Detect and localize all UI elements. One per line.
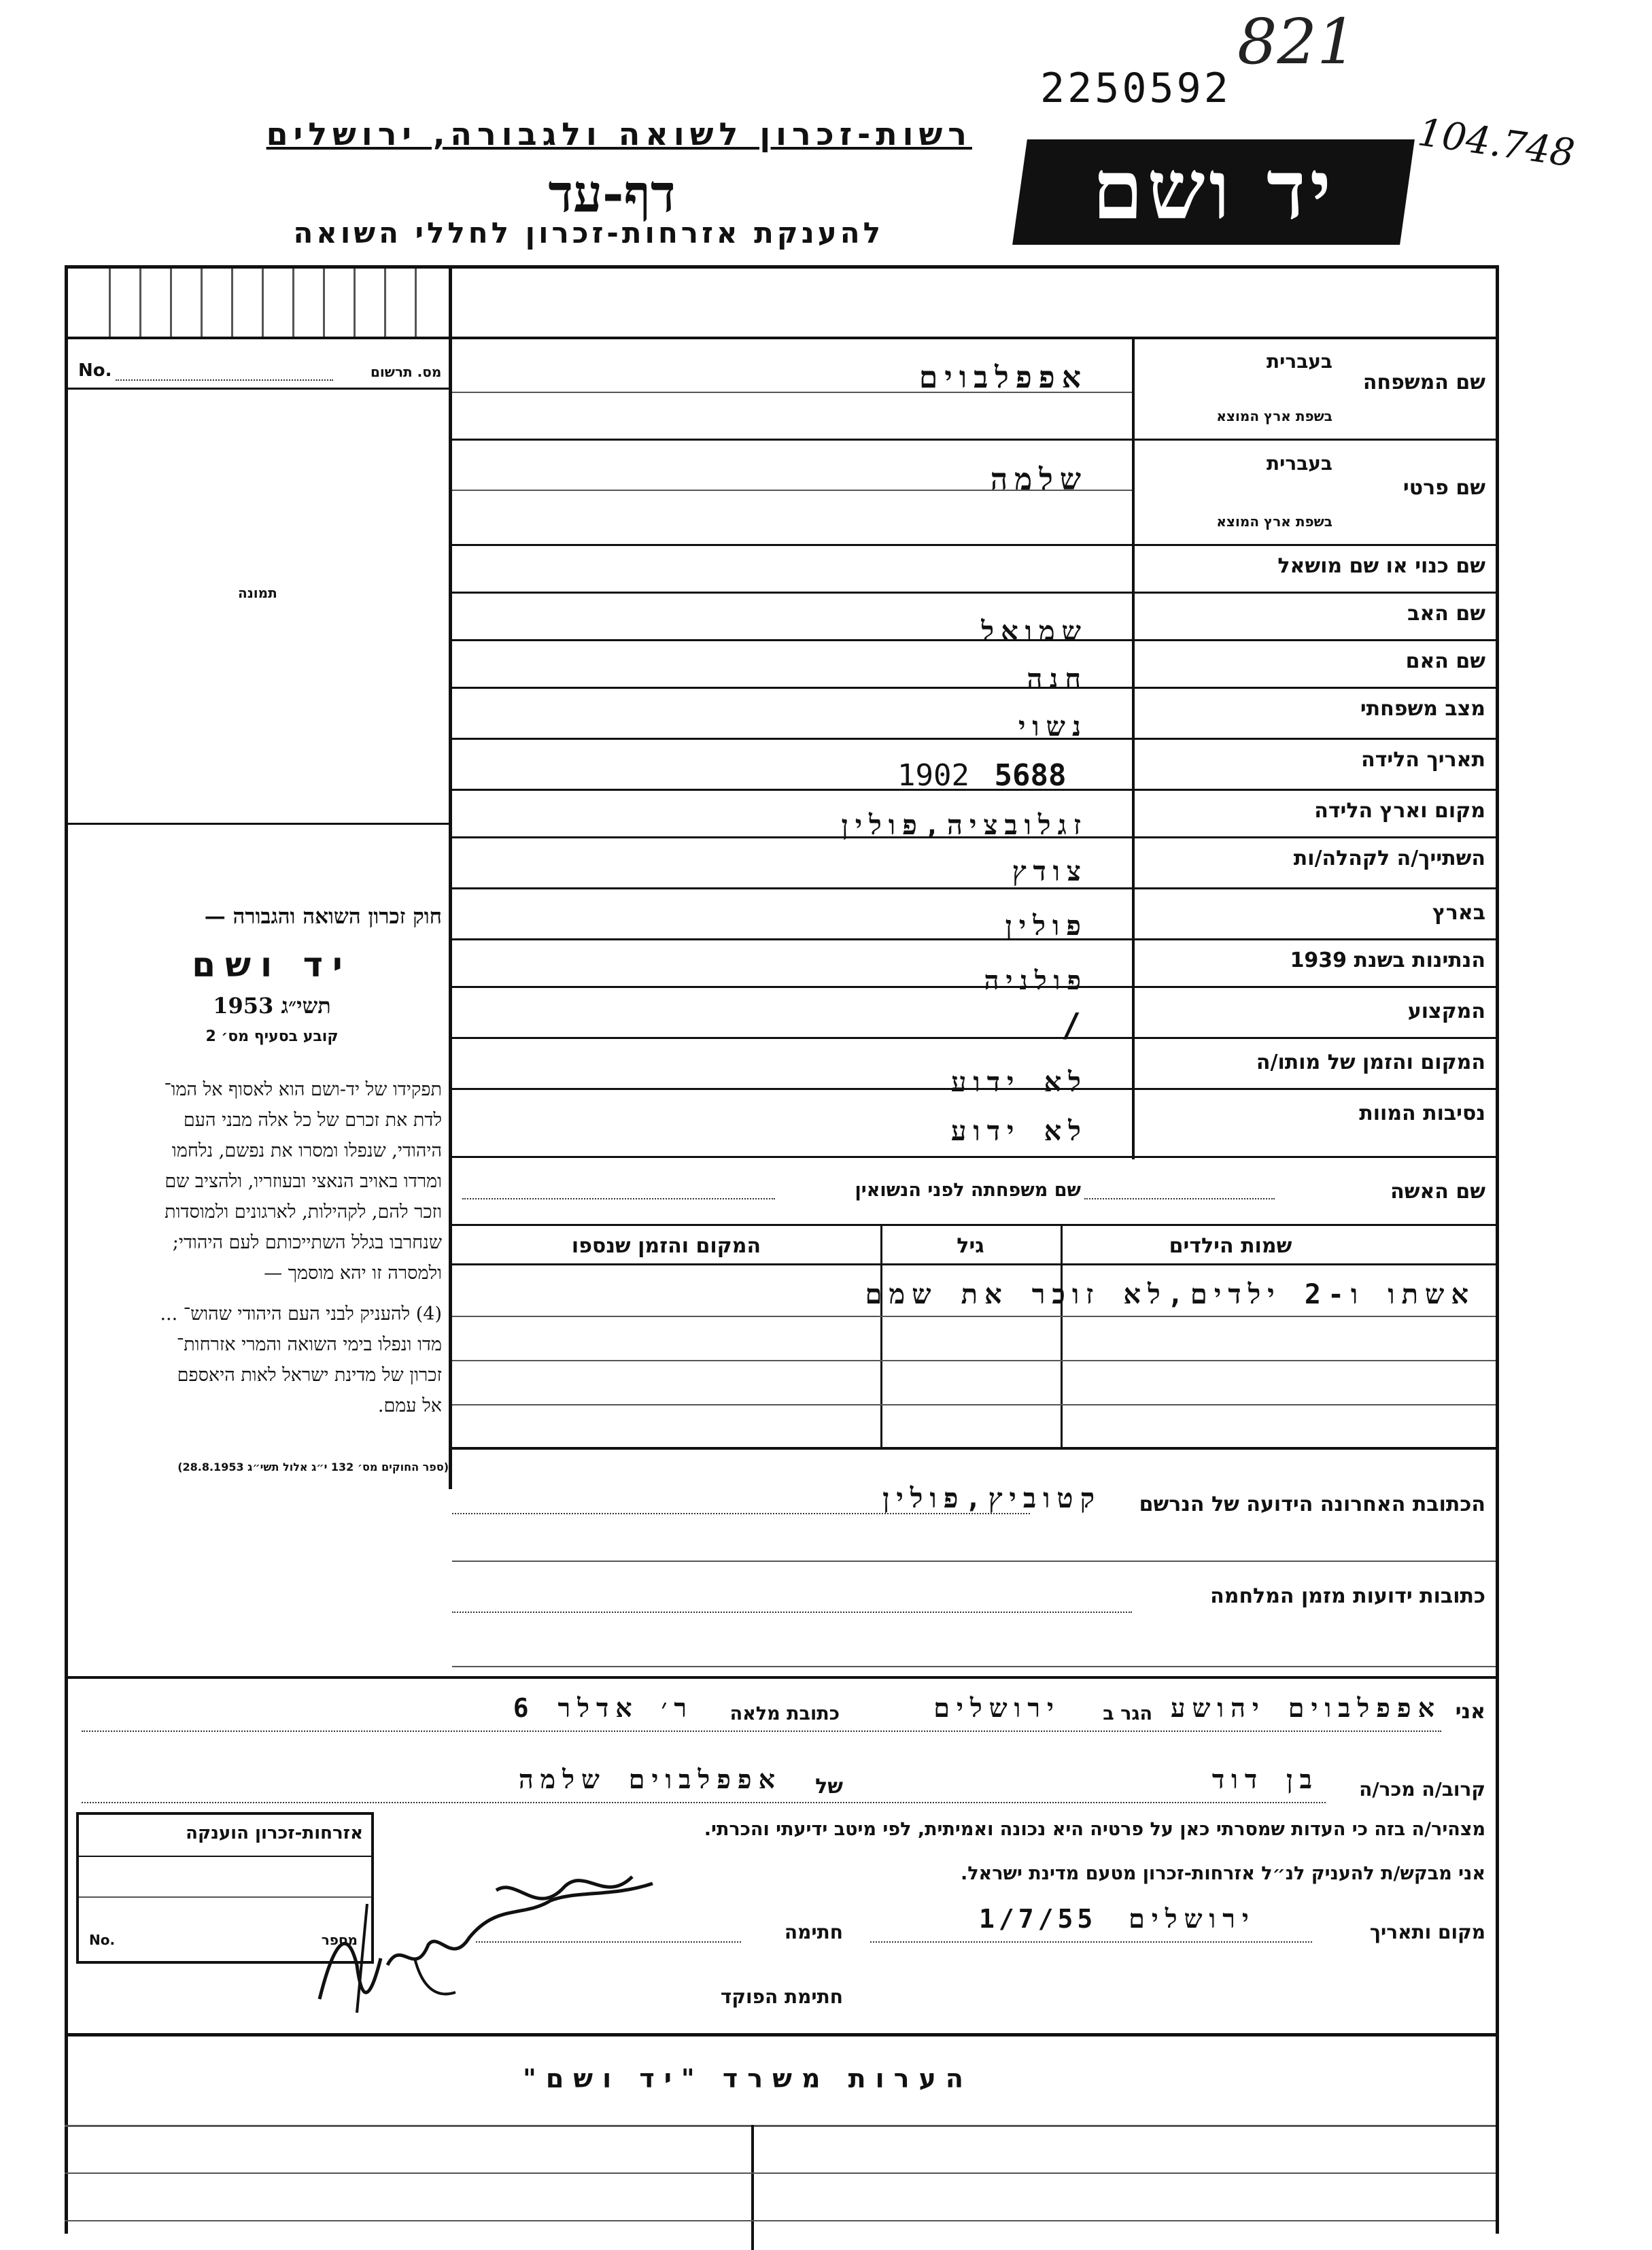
last-address-value[interactable]: קטוביץ,פולין: [882, 1483, 1101, 1514]
citizenship-granted-title: אזרחות-זכרון הוענקה: [186, 1823, 363, 1843]
law-name: יד ושם: [192, 945, 352, 985]
date-value: 1/7/55: [979, 1904, 1097, 1934]
last-address-label: הכתובת האחרונה הידועה של הנרשם: [1139, 1493, 1485, 1516]
logo-text: יד ושם: [1092, 142, 1336, 238]
page-number-handwritten: 821: [1237, 5, 1357, 78]
community-value[interactable]: צודץ: [1012, 856, 1088, 887]
wife-name-label: שם האשה: [1390, 1180, 1485, 1204]
full-address-label: כתובת מלאה: [729, 1703, 840, 1724]
officer-signature-label: חתימת הפוקד: [720, 1985, 843, 2008]
country-value[interactable]: פולין: [1005, 910, 1088, 942]
law-line: היהודי, שנפלו ומסרו את נפשם, נלחמו: [171, 1140, 442, 1161]
death-place-time-value[interactable]: לא ידוע: [950, 1067, 1088, 1098]
father-name-value[interactable]: שמואל: [981, 616, 1088, 647]
law-paragraph: [68, 1074, 442, 1289]
place-date-label: מקום ותאריך: [1369, 1921, 1485, 1943]
law-footnote: (ספר החוקים מס׳ 132 י״ג אלול תשי״ג 28.8.1953): [177, 1461, 449, 1473]
law-line: ומרדו באויב הנאצי ובעוזריו, ולהציב שם: [165, 1171, 442, 1192]
signature-label: חתימה: [784, 1921, 843, 1943]
place-value: ירושלים: [1129, 1904, 1256, 1934]
war-address-label: כתובות ידועות מזמן המלחמה: [1210, 1584, 1485, 1608]
first-name-label: שם פרטי: [1403, 476, 1485, 500]
declarant-i-label: אני: [1455, 1700, 1485, 1724]
archive-number: 2250592: [1040, 65, 1231, 112]
law-line: ולמסרה זו יהא מוסמך —: [264, 1263, 442, 1284]
family-name-value[interactable]: אפפלבוים: [918, 360, 1088, 395]
authority-name: רשות-זכרון לשואה ולגבורה, ירושלים: [266, 116, 972, 152]
photo-label: תמונה: [238, 585, 277, 601]
declaration-text: מצהיר/ה בזה כי העדות שמסרתי כאן על פרטיה היא נכונה ואמיתית, לפי מיטב ידיעתי והכרתי.: [704, 1819, 1485, 1840]
citizenship-1939-label: הנתינות בשנת 1939: [1290, 949, 1485, 972]
yad-vashem-logo: [1012, 139, 1415, 245]
citizenship-1939-value[interactable]: פולניה: [984, 966, 1088, 995]
marital-status-label: מצב משפחתי: [1360, 697, 1485, 721]
hebrew-label: בעברית: [1266, 452, 1332, 475]
of-label: של: [815, 1775, 843, 1799]
origin-lang-label: בשפת ארץ המוצא: [1216, 408, 1332, 424]
birthdate-value[interactable]: [897, 758, 1066, 793]
hebrew-label: בעברית: [1266, 350, 1332, 373]
full-address-value[interactable]: ר׳ אדלר 6: [513, 1693, 693, 1723]
remarks-label: הערות משרד "יד ושם": [523, 2064, 973, 2094]
first-name-value[interactable]: שלמה: [990, 462, 1088, 497]
no-label: No.: [78, 360, 112, 381]
marital-status-value[interactable]: נשוי: [1018, 711, 1088, 743]
family-name-label: שם המשפחה: [1362, 371, 1485, 394]
relation-label: קרוב/ה מכר/ה: [1359, 1778, 1485, 1801]
law-line: זכרון של מדינת ישראל לאות היאספם: [177, 1365, 442, 1386]
death-circumstances-label: נסיבות המוות: [1359, 1102, 1485, 1125]
side-number-handwritten: 104.748: [1415, 110, 1577, 176]
profession-value[interactable]: /: [1061, 1006, 1088, 1044]
of-value[interactable]: אפפלבוים שלמה: [518, 1765, 782, 1794]
resident-label: הגר ב: [1103, 1703, 1152, 1724]
mother-name-value[interactable]: חנה: [1027, 664, 1088, 695]
citizenship-granted-box: [76, 1812, 374, 1964]
law-line: וזכר להם, לקהילות, לארגונים ולמוסדות: [165, 1201, 442, 1223]
mother-name-label: שם האם: [1405, 649, 1485, 673]
birthdate-label: תאריך הלידה: [1361, 748, 1485, 772]
city-value[interactable]: ירושלים: [933, 1693, 1061, 1723]
nickname-label: שם כנוי או שם מושאל: [1277, 554, 1485, 578]
country-label: בארץ: [1432, 901, 1485, 925]
birthdate-year: 1902: [897, 758, 969, 793]
origin-lang-label: בשפת ארץ המוצא: [1216, 513, 1332, 530]
form-subtitle: להענקת אזרחות-זכרון לחללי השואה: [293, 216, 884, 250]
law-section: קובע בסעיף מס׳ 2: [205, 1028, 339, 1045]
profession-label: המקצוע: [1407, 1000, 1485, 1023]
children-names-header: שמות הילדים: [1169, 1234, 1292, 1258]
children-place-header: המקום והזמן שנספו: [571, 1234, 761, 1258]
declarant-name-value[interactable]: אפפלבוים יהושע: [1170, 1693, 1441, 1723]
children-age-header: גיל: [957, 1234, 984, 1258]
law-line: אל עמם.: [377, 1395, 442, 1416]
relation-value[interactable]: בן דוד: [1211, 1765, 1319, 1794]
father-name-label: שם האב: [1407, 602, 1485, 626]
law-line: שנחרבו בגלל השתייכותם לעם היהודי;: [172, 1232, 442, 1253]
law-year: תשי״ג 1953: [213, 993, 331, 1019]
law-line: לדת את זכרם של כל אלה מבני העם: [183, 1110, 442, 1131]
children-row-1[interactable]: אשתו ו-2 ילדים,לא זוכר את שמם: [865, 1279, 1475, 1310]
citizenship-no-label: No.: [89, 1932, 116, 1948]
birthdate-overtyped: 5688: [994, 758, 1067, 793]
maiden-name-label: שם משפחתה לפני הנשואין: [855, 1180, 1081, 1201]
law-paragraph-2: [68, 1299, 442, 1421]
law-line: מדו ונפלו בימי השואה והמרי אזרחות־: [176, 1334, 442, 1355]
law-line: (4) להעניק לבני העם היהודי שהוש־ ...: [160, 1303, 442, 1325]
law-line: תפקידו של יד-ושם הוא לאסוף אל המו־: [164, 1079, 442, 1100]
death-circumstances-value[interactable]: לא ידוע: [950, 1116, 1088, 1147]
request-text: אני מבקש/ת להעניק לנ״ל אזרחות-זכרון מטעם מדינת ישראל.: [960, 1863, 1485, 1884]
birthplace-value[interactable]: זגלובציה,פולין: [841, 810, 1088, 841]
birthplace-label: מקום וארץ הלידה: [1314, 799, 1485, 823]
place-date-value[interactable]: [979, 1904, 1256, 1934]
registration-label: מס. תרשום: [371, 364, 442, 380]
form-title: דף-עד: [548, 163, 676, 224]
death-place-time-label: המקום והזמן של מותו/ה: [1256, 1051, 1485, 1074]
community-label: השתייך/ה לקהלה/ות: [1293, 847, 1485, 870]
citizenship-number-label: מספר: [321, 1932, 358, 1948]
law-heading: חוק זכרון השואה והגבורה —: [204, 904, 442, 929]
